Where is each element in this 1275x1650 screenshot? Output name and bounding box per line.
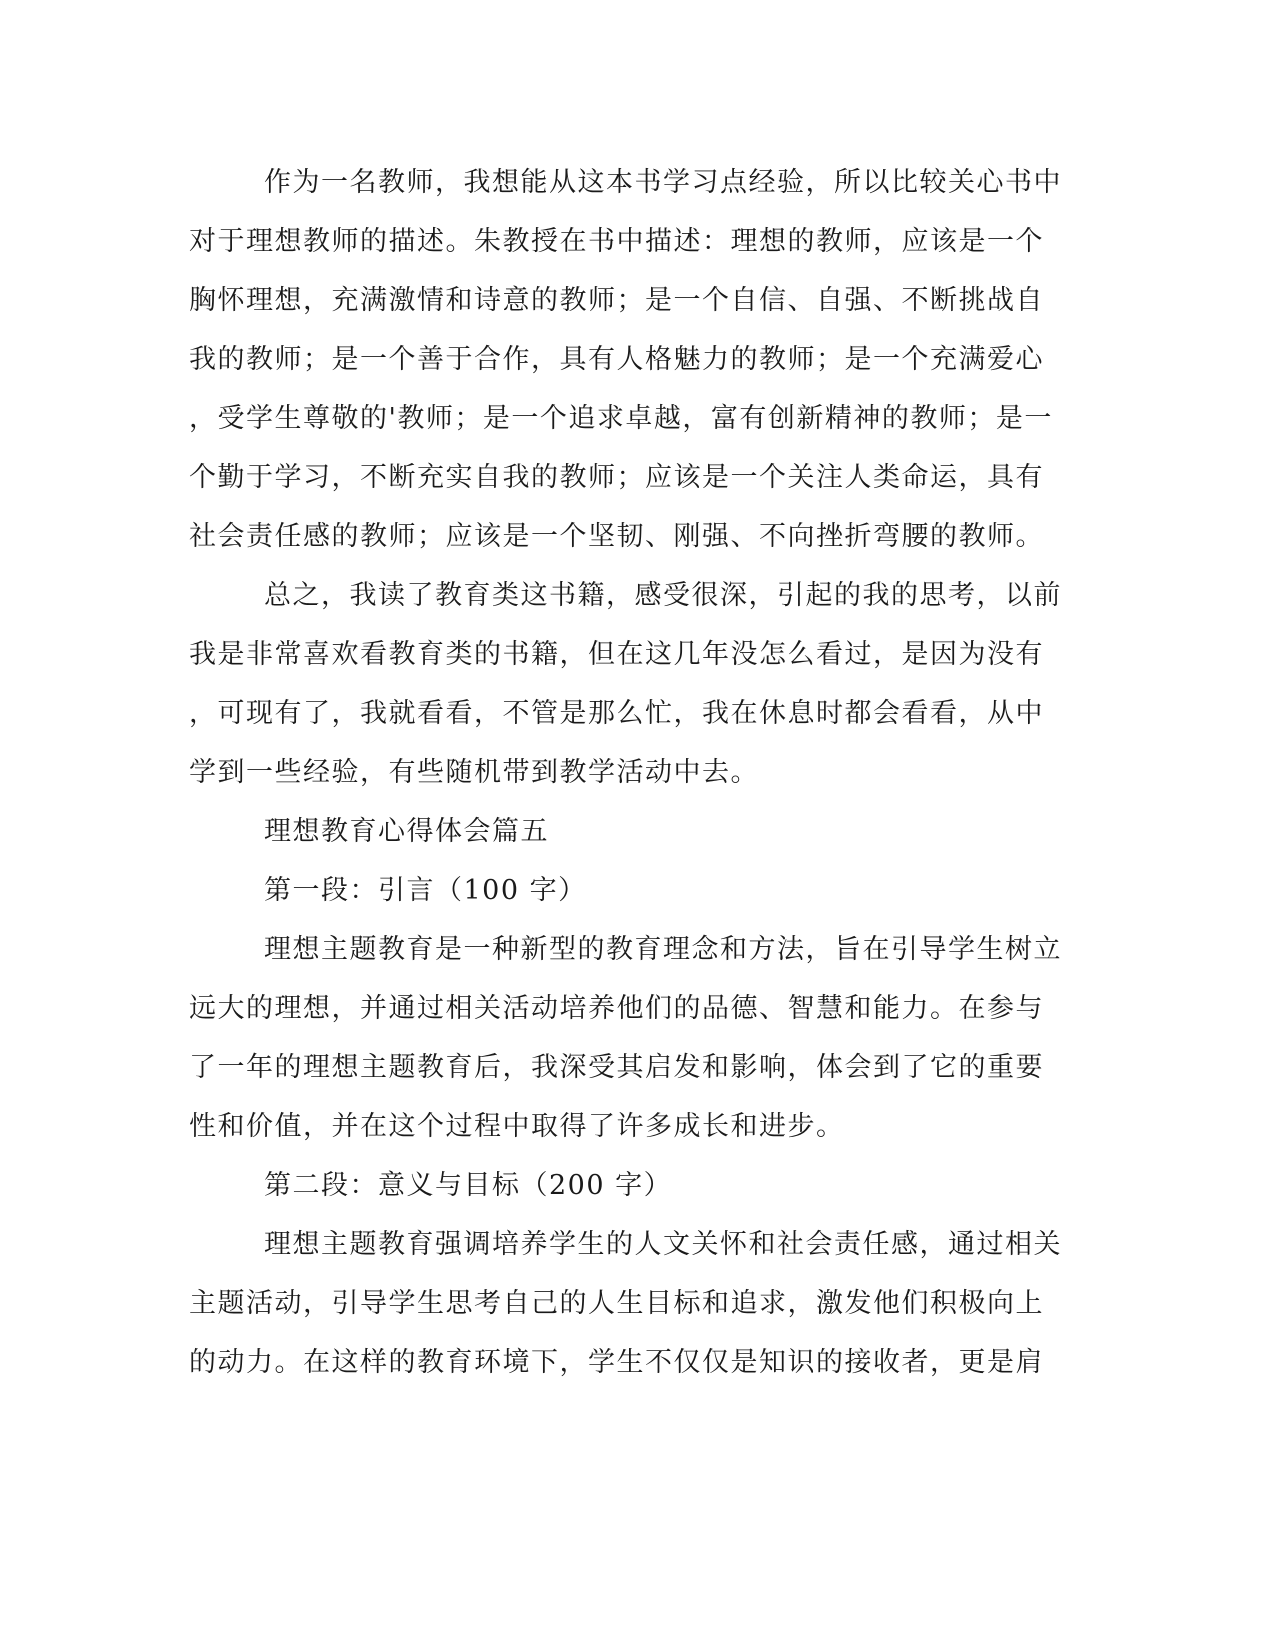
paragraph-line: 性和价值，并在这个过程中取得了许多成长和进步。 bbox=[189, 1111, 845, 1142]
subsection-heading: 第二段：意义与目标（200 字） bbox=[264, 1170, 673, 1201]
paragraph-line: 理想主题教育是一种新型的教育理念和方法，旨在引导学生树立 bbox=[264, 934, 1062, 965]
paragraph-line: 主题活动，引导学生思考自己的人生目标和追求，激发他们积极向上 bbox=[189, 1288, 1044, 1319]
paragraph-line: 的动力。在这样的教育环境下，学生不仅仅是知识的接收者，更是肩 bbox=[189, 1347, 1044, 1378]
subsection-heading: 第一段：引言（100 字） bbox=[264, 875, 587, 906]
paragraph-line: 对于理想教师的描述。朱教授在书中描述：理想的教师，应该是一个 bbox=[189, 226, 1044, 257]
paragraph-line: ，可现有了，我就看看，不管是那么忙，我在休息时都会看看，从中 bbox=[189, 698, 1044, 729]
paragraph-line: 了一年的理想主题教育后，我深受其启发和影响，体会到了它的重要 bbox=[189, 1052, 1044, 1083]
paragraph-line: 作为一名教师，我想能从这本书学习点经验，所以比较关心书中 bbox=[264, 167, 1062, 198]
paragraph-line: 学到一些经验，有些随机带到教学活动中去。 bbox=[189, 757, 759, 788]
paragraph-line: ，受学生尊敬的'教师；是一个追求卓越，富有创新精神的教师；是一 bbox=[189, 403, 1053, 434]
paragraph-line: 总之，我读了教育类这书籍，感受很深，引起的我的思考，以前 bbox=[264, 580, 1062, 611]
section-heading: 理想教育心得体会篇五 bbox=[264, 816, 549, 847]
paragraph-line: 远大的理想，并通过相关活动培养他们的品德、智慧和能力。在参与 bbox=[189, 993, 1044, 1024]
paragraph-line: 我的教师；是一个善于合作，具有人格魅力的教师；是一个充满爱心 bbox=[189, 344, 1044, 375]
paragraph-line: 社会责任感的教师；应该是一个坚韧、刚强、不向挫折弯腰的教师。 bbox=[189, 521, 1044, 552]
paragraph-line: 胸怀理想，充满激情和诗意的教师；是一个自信、自强、不断挑战自 bbox=[189, 285, 1044, 316]
paragraph-line: 个勤于学习，不断充实自我的教师；应该是一个关注人类命运，具有 bbox=[189, 462, 1044, 493]
paragraph-line: 我是非常喜欢看教育类的书籍，但在这几年没怎么看过，是因为没有 bbox=[189, 639, 1044, 670]
paragraph-line: 理想主题教育强调培养学生的人文关怀和社会责任感，通过相关 bbox=[264, 1229, 1062, 1260]
